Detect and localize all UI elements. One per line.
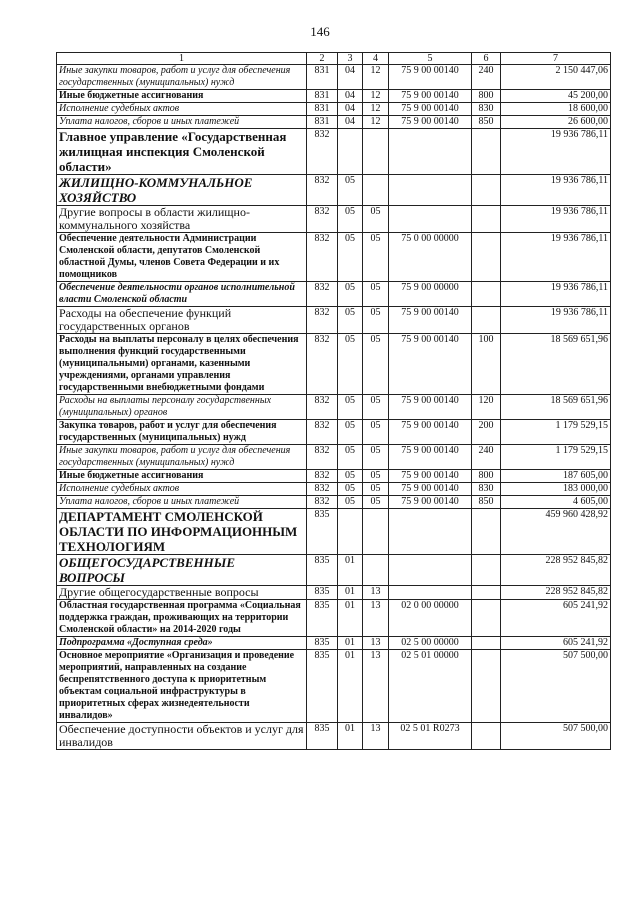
table-row — [57, 496, 611, 509]
amount-cell: 2 150 447,06 — [501, 65, 611, 90]
subsection-cell: 13 — [363, 650, 389, 723]
amount-cell: 19 936 786,11 — [501, 307, 611, 334]
amount-cell: 228 952 845,82 — [501, 586, 611, 600]
header-cell: 7 — [501, 53, 611, 65]
table-row — [57, 90, 611, 103]
target-article-cell: 02 5 01 R0273 — [389, 723, 472, 750]
table-row — [57, 103, 611, 116]
expense-type-cell — [472, 282, 501, 307]
budget-table — [56, 52, 611, 750]
section-cell: 01 — [338, 586, 363, 600]
amount-cell: 19 936 786,11 — [501, 233, 611, 282]
header-cell: 1 — [57, 53, 307, 65]
admin-code-cell: 835 — [307, 650, 338, 723]
subsection-cell: 13 — [363, 586, 389, 600]
target-article-cell: 75 9 00 00140 — [389, 483, 472, 496]
expense-type-cell — [472, 555, 501, 586]
amount-cell: 18 569 651,96 — [501, 395, 611, 420]
row-name-cell: Иные закупки товаров, работ и услуг для обеспечения государственных (муниципальных) нужд — [57, 445, 307, 470]
target-article-cell: 75 9 00 00140 — [389, 65, 472, 90]
row-name-cell: ОБЩЕГОСУДАРСТВЕННЫЕ ВОПРОСЫ — [57, 555, 307, 586]
admin-code-cell: 832 — [307, 470, 338, 483]
row-name-cell: Областная государственная программа «Социальная поддержка граждан, проживающих на территории Смоленской области» на 2014-2020 годы — [57, 600, 307, 637]
section-cell — [338, 129, 363, 175]
target-article-cell: 75 9 00 00140 — [389, 420, 472, 445]
admin-code-cell: 832 — [307, 307, 338, 334]
table-row — [57, 483, 611, 496]
table-row — [57, 723, 611, 750]
expense-type-cell — [472, 206, 501, 233]
subsection-cell: 05 — [363, 483, 389, 496]
section-cell: 04 — [338, 90, 363, 103]
section-cell: 04 — [338, 65, 363, 90]
row-name-cell: Исполнение судебных актов — [57, 103, 307, 116]
table-row — [57, 233, 611, 282]
section-cell: 05 — [338, 307, 363, 334]
target-article-cell — [389, 555, 472, 586]
header-cell: 4 — [363, 53, 389, 65]
page-number: 146 — [310, 24, 330, 39]
table-row — [57, 116, 611, 129]
subsection-cell: 05 — [363, 206, 389, 233]
subsection-cell: 12 — [363, 90, 389, 103]
row-name-cell: Уплата налогов, сборов и иных платежей — [57, 116, 307, 129]
subsection-cell: 05 — [363, 445, 389, 470]
expense-type-cell: 850 — [472, 116, 501, 129]
expense-type-cell — [472, 600, 501, 637]
section-cell: 01 — [338, 637, 363, 650]
subsection-cell: 13 — [363, 637, 389, 650]
admin-code-cell: 835 — [307, 509, 338, 555]
expense-type-cell — [472, 129, 501, 175]
admin-code-cell: 832 — [307, 233, 338, 282]
target-article-cell — [389, 509, 472, 555]
amount-cell: 45 200,00 — [501, 90, 611, 103]
row-name-cell: Основное мероприятие «Организация и проведение мероприятий, направленных на создание беспрепятственного доступа к приоритетным объектам социальной инфраструктуры в приоритетных сферах жизнедеятельности инвалидов» — [57, 650, 307, 723]
subsection-cell — [363, 129, 389, 175]
section-cell — [338, 509, 363, 555]
row-name-cell: Другие вопросы в области жилищно-коммунального хозяйства — [57, 206, 307, 233]
section-cell: 01 — [338, 555, 363, 586]
expense-type-cell — [472, 175, 501, 206]
amount-cell: 507 500,00 — [501, 723, 611, 750]
amount-cell: 228 952 845,82 — [501, 555, 611, 586]
admin-code-cell: 832 — [307, 496, 338, 509]
row-name-cell: Другие общегосударственные вопросы — [57, 586, 307, 600]
expense-type-cell — [472, 233, 501, 282]
subsection-cell: 05 — [363, 233, 389, 282]
section-cell: 05 — [338, 334, 363, 395]
table-row — [57, 600, 611, 637]
table-row — [57, 129, 611, 175]
section-cell: 01 — [338, 723, 363, 750]
amount-cell: 605 241,92 — [501, 637, 611, 650]
subsection-cell: 05 — [363, 307, 389, 334]
expense-type-cell: 240 — [472, 65, 501, 90]
table-row — [57, 470, 611, 483]
subsection-cell: 13 — [363, 723, 389, 750]
section-cell: 05 — [338, 282, 363, 307]
amount-cell: 18 569 651,96 — [501, 334, 611, 395]
target-article-cell: 75 9 00 00140 — [389, 103, 472, 116]
table-row — [57, 395, 611, 420]
amount-cell: 19 936 786,11 — [501, 129, 611, 175]
row-name-cell: ДЕПАРТАМЕНТ СМОЛЕНСКОЙ ОБЛАСТИ ПО ИНФОРМАЦИОННЫМ ТЕХНОЛОГИЯМ — [57, 509, 307, 555]
admin-code-cell: 832 — [307, 129, 338, 175]
amount-cell: 187 605,00 — [501, 470, 611, 483]
admin-code-cell: 835 — [307, 723, 338, 750]
table-row — [57, 307, 611, 334]
amount-cell: 26 600,00 — [501, 116, 611, 129]
target-article-cell — [389, 206, 472, 233]
amount-cell: 19 936 786,11 — [501, 282, 611, 307]
row-name-cell: Главное управление «Государственная жилищная инспекция Смоленской области» — [57, 129, 307, 175]
amount-cell: 19 936 786,11 — [501, 206, 611, 233]
header-cell: 5 — [389, 53, 472, 65]
subsection-cell: 05 — [363, 282, 389, 307]
section-cell: 05 — [338, 445, 363, 470]
subsection-cell: 12 — [363, 103, 389, 116]
section-cell: 05 — [338, 470, 363, 483]
subsection-cell: 12 — [363, 65, 389, 90]
expense-type-cell — [472, 650, 501, 723]
target-article-cell: 75 9 00 00140 — [389, 496, 472, 509]
admin-code-cell: 832 — [307, 395, 338, 420]
subsection-cell: 12 — [363, 116, 389, 129]
subsection-cell — [363, 555, 389, 586]
section-cell: 05 — [338, 483, 363, 496]
header-cell: 6 — [472, 53, 501, 65]
row-name-cell: Иные закупки товаров, работ и услуг для обеспечения государственных (муниципальных) нужд — [57, 65, 307, 90]
subsection-cell — [363, 175, 389, 206]
admin-code-cell: 832 — [307, 282, 338, 307]
row-name-cell: Обеспечение доступности объектов и услуг для инвалидов — [57, 723, 307, 750]
expense-type-cell — [472, 723, 501, 750]
amount-cell: 1 179 529,15 — [501, 420, 611, 445]
table-row — [57, 334, 611, 395]
amount-cell: 19 936 786,11 — [501, 175, 611, 206]
section-cell: 05 — [338, 420, 363, 445]
row-name-cell: Расходы на выплаты персоналу государственных (муниципальных) органов — [57, 395, 307, 420]
expense-type-cell — [472, 307, 501, 334]
admin-code-cell: 832 — [307, 175, 338, 206]
target-article-cell: 75 9 00 00000 — [389, 282, 472, 307]
row-name-cell: Обеспечение деятельности Администрации Смоленской области, депутатов Смоленской областной Думы, членов Совета Федерации и их помощников — [57, 233, 307, 282]
table-row — [57, 206, 611, 233]
table-row — [57, 586, 611, 600]
row-name-cell: Иные бюджетные ассигнования — [57, 470, 307, 483]
admin-code-cell: 832 — [307, 206, 338, 233]
admin-code-cell: 831 — [307, 90, 338, 103]
amount-cell: 507 500,00 — [501, 650, 611, 723]
table-row — [57, 555, 611, 586]
expense-type-cell: 830 — [472, 103, 501, 116]
header-cell: 3 — [338, 53, 363, 65]
table-row — [57, 175, 611, 206]
header-row — [57, 53, 611, 65]
table-row — [57, 420, 611, 445]
section-cell: 05 — [338, 496, 363, 509]
admin-code-cell: 831 — [307, 116, 338, 129]
subsection-cell: 05 — [363, 420, 389, 445]
row-name-cell: Расходы на выплаты персоналу в целях обеспечения выполнения функций государственными (муниципальными) органами, казенными учреждениями, органами управления государственными внебюджетными фондами — [57, 334, 307, 395]
section-cell: 01 — [338, 650, 363, 723]
row-name-cell: Иные бюджетные ассигнования — [57, 90, 307, 103]
row-name-cell: Исполнение судебных актов — [57, 483, 307, 496]
target-article-cell: 02 5 00 00000 — [389, 637, 472, 650]
row-name-cell: Уплата налогов, сборов и иных платежей — [57, 496, 307, 509]
target-article-cell: 75 9 00 00140 — [389, 395, 472, 420]
target-article-cell: 75 0 00 00000 — [389, 233, 472, 282]
row-name-cell: Обеспечение деятельности органов исполнительной власти Смоленской области — [57, 282, 307, 307]
admin-code-cell: 832 — [307, 420, 338, 445]
target-article-cell — [389, 175, 472, 206]
section-cell: 05 — [338, 395, 363, 420]
target-article-cell: 75 9 00 00140 — [389, 307, 472, 334]
target-article-cell: 02 0 00 00000 — [389, 600, 472, 637]
subsection-cell: 05 — [363, 334, 389, 395]
section-cell: 05 — [338, 175, 363, 206]
target-article-cell — [389, 129, 472, 175]
admin-code-cell: 835 — [307, 555, 338, 586]
section-cell: 04 — [338, 116, 363, 129]
row-name-cell: ЖИЛИЩНО-КОММУНАЛЬНОЕ ХОЗЯЙСТВО — [57, 175, 307, 206]
amount-cell: 4 605,00 — [501, 496, 611, 509]
expense-type-cell: 800 — [472, 90, 501, 103]
expense-type-cell: 240 — [472, 445, 501, 470]
subsection-cell: 05 — [363, 496, 389, 509]
target-article-cell: 75 9 00 00140 — [389, 116, 472, 129]
table-row — [57, 637, 611, 650]
section-cell: 04 — [338, 103, 363, 116]
expense-type-cell: 850 — [472, 496, 501, 509]
admin-code-cell: 831 — [307, 65, 338, 90]
target-article-cell: 75 9 00 00140 — [389, 445, 472, 470]
row-name-cell: Подпрограмма «Доступная среда» — [57, 637, 307, 650]
target-article-cell: 02 5 01 00000 — [389, 650, 472, 723]
table-row — [57, 65, 611, 90]
table-row — [57, 445, 611, 470]
expense-type-cell — [472, 637, 501, 650]
admin-code-cell: 832 — [307, 334, 338, 395]
admin-code-cell: 831 — [307, 103, 338, 116]
amount-cell: 605 241,92 — [501, 600, 611, 637]
admin-code-cell: 835 — [307, 637, 338, 650]
expense-type-cell: 100 — [472, 334, 501, 395]
subsection-cell: 05 — [363, 470, 389, 483]
target-article-cell: 75 9 00 00140 — [389, 90, 472, 103]
expense-type-cell: 200 — [472, 420, 501, 445]
row-name-cell: Расходы на обеспечение функций государственных органов — [57, 307, 307, 334]
table-row — [57, 282, 611, 307]
amount-cell: 1 179 529,15 — [501, 445, 611, 470]
header-cell: 2 — [307, 53, 338, 65]
table-row — [57, 509, 611, 555]
section-cell: 05 — [338, 233, 363, 282]
subsection-cell — [363, 509, 389, 555]
admin-code-cell: 835 — [307, 600, 338, 637]
expense-type-cell — [472, 586, 501, 600]
admin-code-cell: 835 — [307, 586, 338, 600]
target-article-cell: 75 9 00 00140 — [389, 470, 472, 483]
amount-cell: 459 960 428,92 — [501, 509, 611, 555]
section-cell: 01 — [338, 600, 363, 637]
subsection-cell: 05 — [363, 395, 389, 420]
target-article-cell — [389, 586, 472, 600]
subsection-cell: 13 — [363, 600, 389, 637]
expense-type-cell: 800 — [472, 470, 501, 483]
row-name-cell: Закупка товаров, работ и услуг для обеспечения государственных (муниципальных) нужд — [57, 420, 307, 445]
expense-type-cell: 830 — [472, 483, 501, 496]
table-row — [57, 650, 611, 723]
amount-cell: 18 600,00 — [501, 103, 611, 116]
target-article-cell: 75 9 00 00140 — [389, 334, 472, 395]
admin-code-cell: 832 — [307, 445, 338, 470]
amount-cell: 183 000,00 — [501, 483, 611, 496]
admin-code-cell: 832 — [307, 483, 338, 496]
section-cell: 05 — [338, 206, 363, 233]
expense-type-cell: 120 — [472, 395, 501, 420]
expense-type-cell — [472, 509, 501, 555]
